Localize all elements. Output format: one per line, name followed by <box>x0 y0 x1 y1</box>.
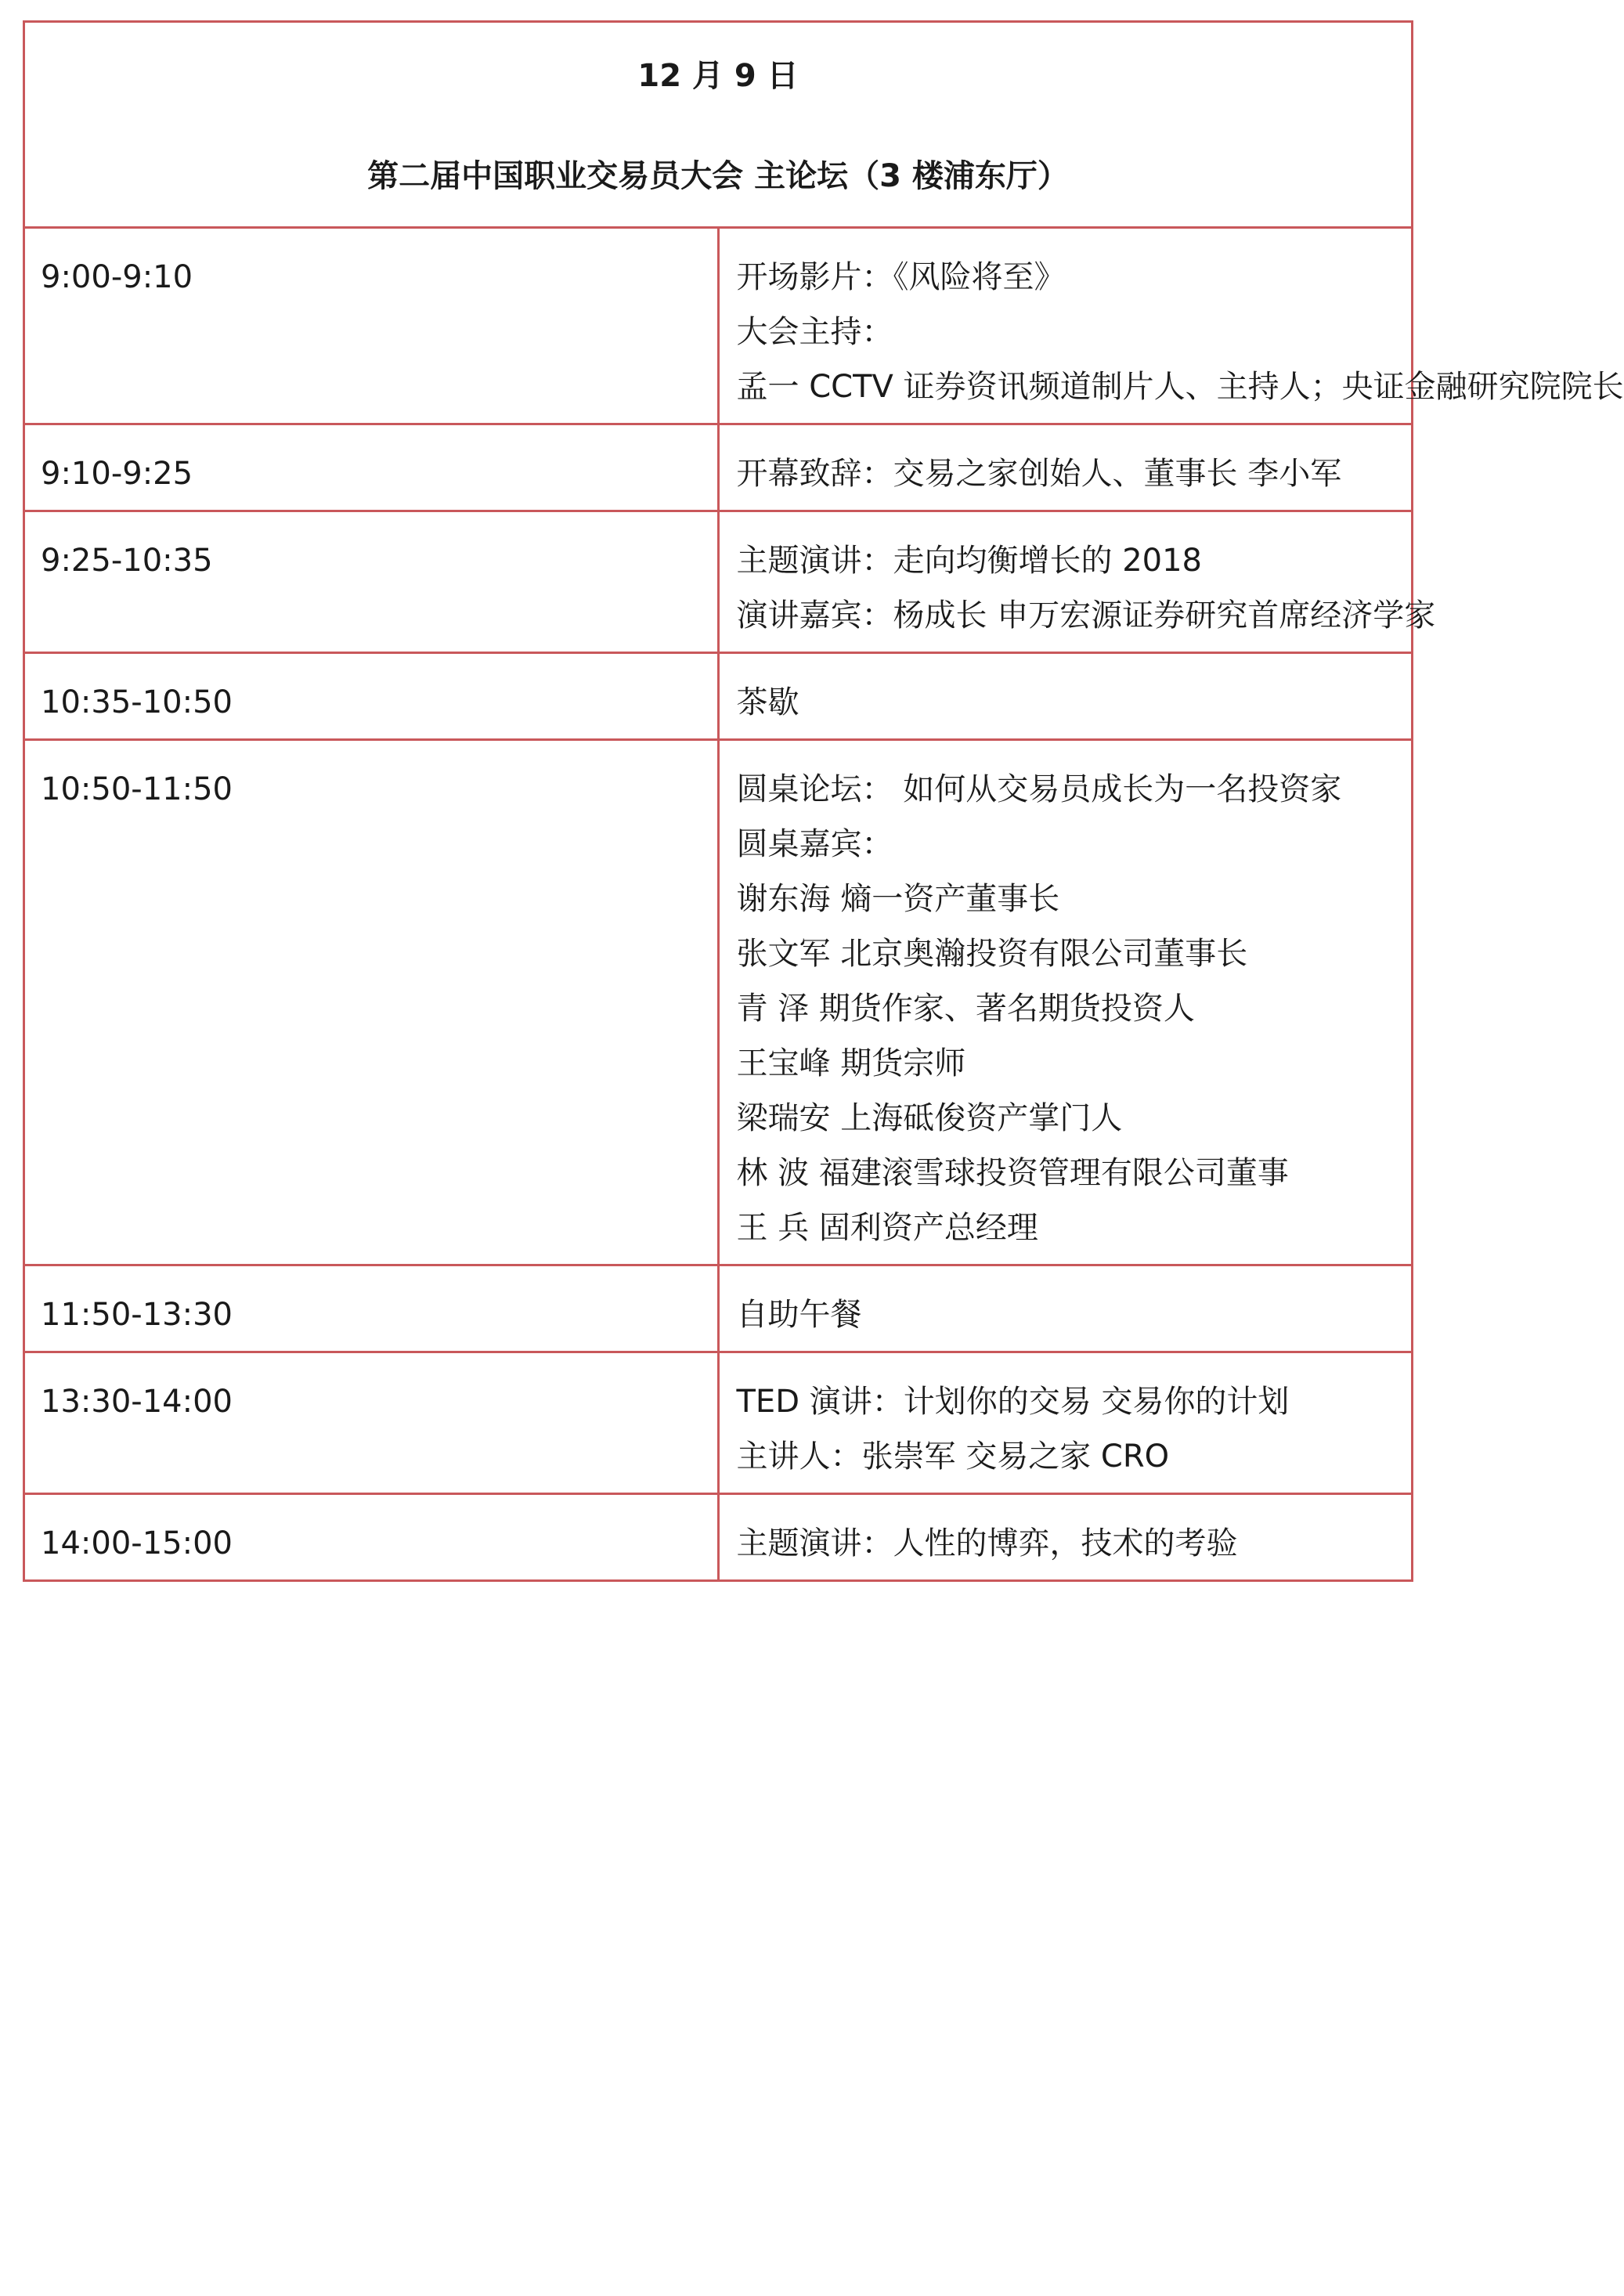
schedule-row <box>24 1352 1413 1494</box>
schedule-row <box>24 1494 1413 1581</box>
session-lines <box>737 425 1412 493</box>
session-lines <box>737 654 1412 721</box>
schedule-body <box>24 22 1624 1581</box>
session-line: 王宝峰 期货宗师 <box>736 1045 966 1081</box>
time-slot: 11:50-13:30 <box>41 1297 233 1333</box>
session-lines <box>737 1353 1412 1475</box>
time-cell <box>24 1352 719 1494</box>
time-slot: 9:00-9:10 <box>41 259 193 295</box>
session-line: 自助午餐 <box>736 1297 862 1333</box>
session-cell <box>718 1352 1413 1494</box>
schedule-row <box>24 228 1413 424</box>
forum-title: 第二届中国职业交易员大会 主论坛（3 楼浦东厅） <box>367 158 1069 194</box>
session-lines <box>736 229 1624 406</box>
time-slot: 9:25-10:35 <box>41 543 213 579</box>
session-line: 主题演讲：人性的博弈，技术的考验 <box>736 1525 1238 1561</box>
session-line: 主题演讲：走向均衡增长的 2018 <box>736 543 1203 579</box>
session-line: 大会主持： <box>736 314 893 350</box>
session-lines <box>737 1495 1412 1562</box>
session-line: 孟一 CCTV 证券资讯频道制片人、主持人；央证金融研究院院长 <box>736 369 1624 405</box>
time-slot: 13:30-14:00 <box>41 1384 233 1420</box>
session-cell <box>718 424 1413 511</box>
session-line: 茶歇 <box>736 684 799 720</box>
time-cell <box>24 653 719 740</box>
time-cell <box>24 1494 719 1581</box>
session-lines <box>737 1266 1412 1334</box>
session-line: 张文军 北京奥瀚投资有限公司董事长 <box>736 936 1248 972</box>
session-cell <box>718 228 1624 424</box>
time-cell <box>24 740 719 1265</box>
session-cell <box>718 740 1413 1265</box>
session-line: 开场影片：《风险将至》 <box>736 259 1066 295</box>
session-line: 梁瑞安 上海砥俊资产掌门人 <box>736 1100 1123 1136</box>
session-line: 青 泽 期货作家、著名期货投资人 <box>736 991 1195 1027</box>
session-line: 王 兵 固利资产总经理 <box>736 1210 1038 1246</box>
session-line: 开幕致辞：交易之家创始人、董事长 李小军 <box>736 456 1342 492</box>
session-cell <box>718 1265 1413 1352</box>
session-line: 圆桌嘉宾： <box>736 826 893 862</box>
schedule-row <box>24 424 1413 511</box>
time-cell <box>24 424 719 511</box>
schedule-row <box>24 740 1413 1265</box>
session-line: TED 演讲：计划你的交易 交易你的计划 <box>736 1384 1290 1420</box>
time-slot: 9:10-9:25 <box>41 456 193 492</box>
session-cell <box>718 1494 1413 1581</box>
session-line: 林 波 福建滚雪球投资管理有限公司董事 <box>736 1155 1289 1191</box>
time-slot: 10:35-10:50 <box>41 684 233 720</box>
session-lines <box>737 741 1412 1247</box>
session-line: 演讲嘉宾：杨成长 申万宏源证券研究首席经济学家 <box>736 597 1436 634</box>
session-line: 圆桌论坛： 如何从交易员成长为一名投资家 <box>736 771 1342 807</box>
session-line: 主讲人：张崇军 交易之家 CRO <box>736 1439 1170 1475</box>
time-slot: 10:50-11:50 <box>41 771 233 807</box>
session-cell <box>718 653 1413 740</box>
schedule-table <box>23 20 1624 1582</box>
session-cell <box>718 511 1436 653</box>
time-cell <box>24 511 719 653</box>
schedule-row <box>24 1265 1413 1352</box>
time-slot: 14:00-15:00 <box>41 1525 233 1561</box>
schedule-row <box>24 511 1413 653</box>
schedule-row <box>24 653 1413 740</box>
header-row <box>24 22 1413 228</box>
header-cell <box>24 22 1413 228</box>
session-line: 谢东海 熵一资产董事长 <box>736 881 1060 917</box>
session-lines <box>736 512 1436 634</box>
time-cell <box>24 228 719 424</box>
time-cell <box>24 1265 719 1352</box>
schedule-date: 12 月 9 日 <box>637 58 799 94</box>
